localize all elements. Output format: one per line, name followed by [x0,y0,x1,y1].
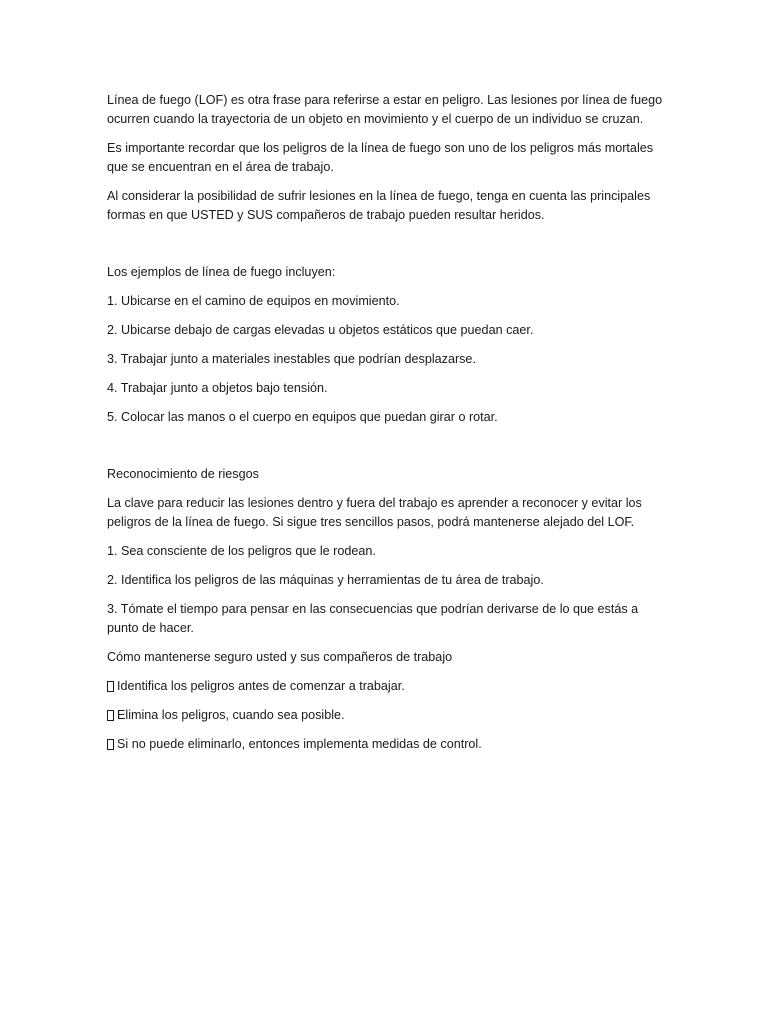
example-item: 1. Ubicarse en el camino de equipos en movimiento. [107,294,400,308]
recognition-heading: Reconocimiento de riesgos [107,467,259,481]
example-item: 5. Colocar las manos o el cuerpo en equipos que puedan girar o rotar. [107,410,498,424]
safety-bullet [107,706,667,725]
examples-heading: Los ejemplos de línea de fuego incluyen: [107,265,336,279]
safety-bullet [107,677,667,696]
safety-heading: Cómo mantenerse seguro usted y sus compañeros de trabajo [107,650,453,664]
example-item: 3. Trabajar junto a materiales inestables que podrían desplazarse. [107,352,476,366]
recognition-intro: La clave para reducir las lesiones dentro y fuera del trabajo es aprender a reconocer y evitar los peligros de la línea de fuego. Si sigue tres sencillos pasos, podrá mantenerse alejado del LOF. [107,496,642,529]
safety-bullet [107,735,667,754]
example-item: 4. Trabajar junto a objetos bajo tensión. [107,381,328,395]
safety-bullet-text: Elimina los peligros, cuando sea posible. [117,708,345,722]
recognition-step: 1. Sea consciente de los peligros que le rodean. [107,544,376,558]
intro-paragraph-3: Al considerar la posibilidad de sufrir lesiones en la línea de fuego, tenga en cuenta las principales formas en que USTED y SUS compañeros de trabajo pueden resultar heridos. [107,189,651,222]
recognition-step: 2. Identifica los peligros de las máquinas y herramientas de tu área de trabajo. [107,573,544,587]
section-spacer [107,235,667,263]
intro-paragraph-1: Línea de fuego (LOF) es otra frase para referirse a estar en peligro. Las lesiones por línea de fuego ocurren cuando la trayectoria de un objeto en movimiento y el cuerpo de un individuo se cruzan. [107,93,663,126]
recognition-step: 3. Tómate el tiempo para pensar en las consecuencias que podrían derivarse de lo que estás a punto de hacer. [107,602,639,635]
document-page [107,91,667,764]
section-spacer [107,437,667,465]
safety-bullet-text: Si no puede eliminarlo, entonces implementa medidas de control. [117,737,482,751]
bullet-icon [107,739,114,750]
intro-paragraph-2: Es importante recordar que los peligros de la línea de fuego son uno de los peligros más mortales que se encuentran en el área de trabajo. [107,141,654,174]
example-item: 2. Ubicarse debajo de cargas elevadas u objetos estáticos que puedan caer. [107,323,534,337]
bullet-icon [107,681,114,692]
bullet-icon [107,710,114,721]
safety-bullet-text: Identifica los peligros antes de comenzar a trabajar. [117,679,405,693]
